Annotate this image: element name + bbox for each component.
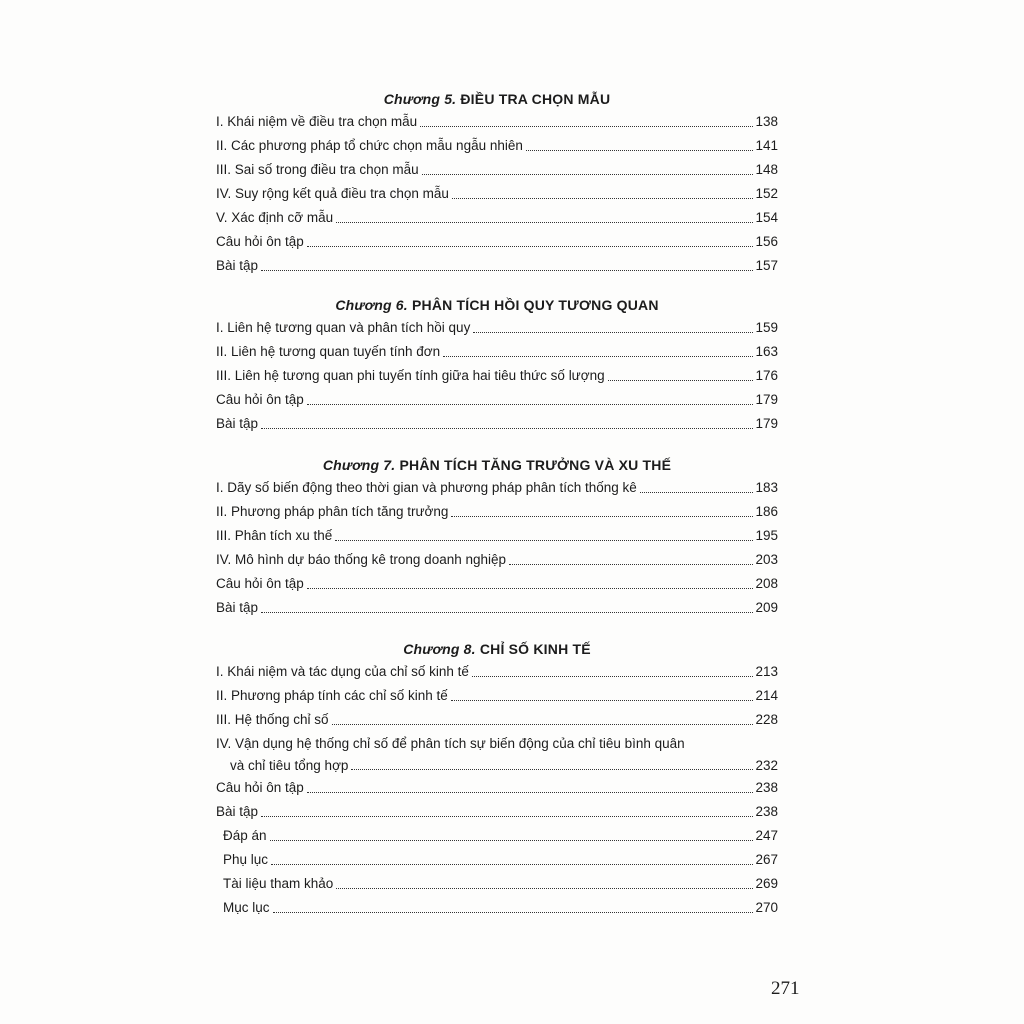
entry-label: II. Phương pháp tính các chỉ số kinh tế bbox=[216, 688, 448, 703]
toc-entry bbox=[216, 206, 778, 230]
dot-leader bbox=[261, 612, 753, 613]
entry-label: IV. Vận dụng hệ thống chỉ số để phân tích sự biến động của chỉ tiêu bình quân bbox=[216, 736, 685, 751]
toc-entry bbox=[223, 896, 778, 920]
entry-label: Bài tập bbox=[216, 804, 259, 819]
entry-page: 179 bbox=[755, 416, 778, 431]
chapter-8-section bbox=[216, 638, 778, 824]
dot-leader bbox=[273, 912, 754, 913]
chapter-heading: PHÂN TÍCH TĂNG TRƯỞNG VÀ XU THẾ bbox=[399, 457, 672, 473]
dot-leader bbox=[335, 540, 753, 541]
entry-page: 238 bbox=[755, 780, 778, 795]
dot-leader bbox=[351, 769, 753, 770]
dot-leader bbox=[473, 332, 753, 333]
dot-leader bbox=[261, 816, 753, 817]
entry-label: II. Phương pháp phân tích tăng trưởng bbox=[216, 504, 449, 519]
chapter-title bbox=[216, 294, 778, 316]
entry-page: 163 bbox=[755, 344, 778, 359]
entry-label: IV. Mô hình dự báo thống kê trong doanh nghiệp bbox=[216, 552, 507, 567]
entry-page: 156 bbox=[755, 234, 778, 249]
entry-label-continuation: và chỉ tiêu tổng hợp bbox=[230, 758, 349, 773]
toc-entry bbox=[216, 708, 778, 732]
toc-entry bbox=[216, 110, 778, 134]
toc-entry-multiline bbox=[216, 734, 778, 776]
entry-label: V. Xác định cỡ mẫu bbox=[216, 210, 334, 225]
chapter-6-section bbox=[216, 294, 778, 436]
dot-leader bbox=[336, 888, 753, 889]
entry-label: Câu hỏi ôn tập bbox=[216, 392, 304, 407]
dot-leader bbox=[526, 150, 754, 151]
toc-entry bbox=[216, 776, 778, 800]
toc-entry bbox=[216, 412, 778, 436]
dot-leader bbox=[261, 428, 753, 429]
entry-page: 138 bbox=[755, 114, 778, 129]
toc-entry bbox=[223, 848, 778, 872]
toc-entry bbox=[216, 684, 778, 708]
entry-label: II. Các phương pháp tổ chức chọn mẫu ngẫu nhiên bbox=[216, 138, 523, 153]
entry-page: 195 bbox=[755, 528, 778, 543]
entry-page: 157 bbox=[755, 258, 778, 273]
entry-page: 269 bbox=[755, 876, 778, 891]
entry-page: 203 bbox=[755, 552, 778, 567]
chapter-title bbox=[216, 88, 778, 110]
chapter-number: Chương 5. bbox=[383, 91, 457, 107]
page-number: 271 bbox=[771, 978, 800, 999]
dot-leader bbox=[451, 516, 753, 517]
toc-entry bbox=[216, 134, 778, 158]
toc-entry bbox=[216, 660, 778, 684]
entry-label: Bài tập bbox=[216, 258, 259, 273]
chapter-number: Chương 8. bbox=[403, 641, 476, 657]
entry-page: 148 bbox=[755, 162, 778, 177]
entry-page: 179 bbox=[755, 392, 778, 407]
toc-entry bbox=[216, 800, 778, 824]
dot-leader bbox=[509, 564, 753, 565]
entry-label: III. Hệ thống chỉ số bbox=[216, 712, 329, 727]
chapter-heading: CHỈ SỐ KINH TẾ bbox=[479, 641, 591, 657]
entry-label: Câu hỏi ôn tập bbox=[216, 234, 304, 249]
table-of-contents bbox=[216, 86, 778, 920]
entry-label: Bài tập bbox=[216, 416, 259, 431]
entry-page: 232 bbox=[755, 758, 778, 773]
toc-entry bbox=[216, 476, 778, 500]
toc-entry bbox=[216, 548, 778, 572]
chapter-heading: PHÂN TÍCH HỒI QUY TƯƠNG QUAN bbox=[411, 297, 659, 313]
toc-entry bbox=[223, 824, 778, 848]
entry-page: 186 bbox=[755, 504, 778, 519]
toc-entry bbox=[216, 572, 778, 596]
entry-page: 152 bbox=[755, 186, 778, 201]
entry-page: 159 bbox=[755, 320, 778, 335]
entry-label: I. Khái niệm và tác dụng của chỉ số kinh tế bbox=[216, 664, 469, 679]
entry-label: I. Liên hệ tương quan và phân tích hồi quy bbox=[216, 320, 471, 335]
dot-leader bbox=[332, 724, 754, 725]
toc-entry bbox=[216, 596, 778, 620]
entry-page: 267 bbox=[755, 852, 778, 867]
toc-entry bbox=[216, 158, 778, 182]
chapter-number: Chương 7. bbox=[322, 457, 396, 473]
entry-label: III. Liên hệ tương quan phi tuyến tính giữa hai tiêu thức số lượng bbox=[216, 368, 605, 383]
dot-leader bbox=[307, 246, 754, 247]
entry-page: 213 bbox=[755, 664, 778, 679]
chapter-number: Chương 6. bbox=[335, 297, 408, 313]
chapter-7-section bbox=[216, 454, 778, 620]
entry-page: 238 bbox=[755, 804, 778, 819]
entry-label: I. Khái niệm về điều tra chọn mẫu bbox=[216, 114, 418, 129]
dot-leader bbox=[270, 840, 754, 841]
toc-entry bbox=[216, 340, 778, 364]
entry-label: III. Sai số trong điều tra chọn mẫu bbox=[216, 162, 419, 177]
entry-label: Câu hỏi ôn tập bbox=[216, 576, 304, 591]
entry-page: 154 bbox=[755, 210, 778, 225]
toc-entry bbox=[216, 388, 778, 412]
dot-leader bbox=[336, 222, 753, 223]
dot-leader bbox=[307, 588, 754, 589]
toc-entry bbox=[216, 500, 778, 524]
toc-entry bbox=[216, 364, 778, 388]
toc-entry bbox=[216, 230, 778, 254]
dot-leader bbox=[451, 700, 754, 701]
entry-label: I. Dãy số biến động theo thời gian và phương pháp phân tích thống kê bbox=[216, 480, 637, 495]
entry-page: 247 bbox=[755, 828, 778, 843]
entry-page: 176 bbox=[755, 368, 778, 383]
dot-leader bbox=[307, 792, 754, 793]
toc-entry bbox=[216, 524, 778, 548]
dot-leader bbox=[640, 492, 754, 493]
entry-label: II. Liên hệ tương quan tuyến tính đơn bbox=[216, 344, 441, 359]
toc-entry bbox=[216, 254, 778, 278]
back-matter-section bbox=[216, 824, 778, 920]
entry-label: Câu hỏi ôn tập bbox=[216, 780, 304, 795]
toc-entry bbox=[216, 182, 778, 206]
entry-label: IV. Suy rộng kết quả điều tra chọn mẫu bbox=[216, 186, 449, 201]
dot-leader bbox=[422, 174, 754, 175]
toc-entry bbox=[223, 872, 778, 896]
dot-leader bbox=[472, 676, 754, 677]
chapter-title bbox=[216, 454, 778, 476]
entry-page: 270 bbox=[755, 900, 778, 915]
chapter-5-section bbox=[216, 88, 778, 278]
entry-page: 208 bbox=[755, 576, 778, 591]
entry-label: Bài tập bbox=[216, 600, 259, 615]
entry-continuation-line bbox=[216, 754, 778, 776]
chapter-heading: ĐIỀU TRA CHỌN MẪU bbox=[460, 91, 611, 107]
entry-label: Phụ lục bbox=[223, 852, 269, 867]
entry-page: 183 bbox=[755, 480, 778, 495]
entry-page: 228 bbox=[755, 712, 778, 727]
dot-leader bbox=[443, 356, 753, 357]
dot-leader bbox=[261, 270, 753, 271]
dot-leader bbox=[608, 380, 754, 381]
entry-page: 214 bbox=[755, 688, 778, 703]
dot-leader bbox=[307, 404, 754, 405]
entry-label: Đáp án bbox=[223, 828, 267, 843]
entry-label: III. Phân tích xu thế bbox=[216, 528, 333, 543]
dot-leader bbox=[420, 126, 753, 127]
entry-label: Tài liệu tham khảo bbox=[223, 876, 334, 891]
entry-label: Mục lục bbox=[223, 900, 270, 915]
toc-entry bbox=[216, 316, 778, 340]
chapter-title bbox=[216, 638, 778, 660]
dot-leader bbox=[452, 198, 754, 199]
entry-page: 209 bbox=[755, 600, 778, 615]
entry-page: 141 bbox=[755, 138, 778, 153]
dot-leader bbox=[271, 864, 753, 865]
